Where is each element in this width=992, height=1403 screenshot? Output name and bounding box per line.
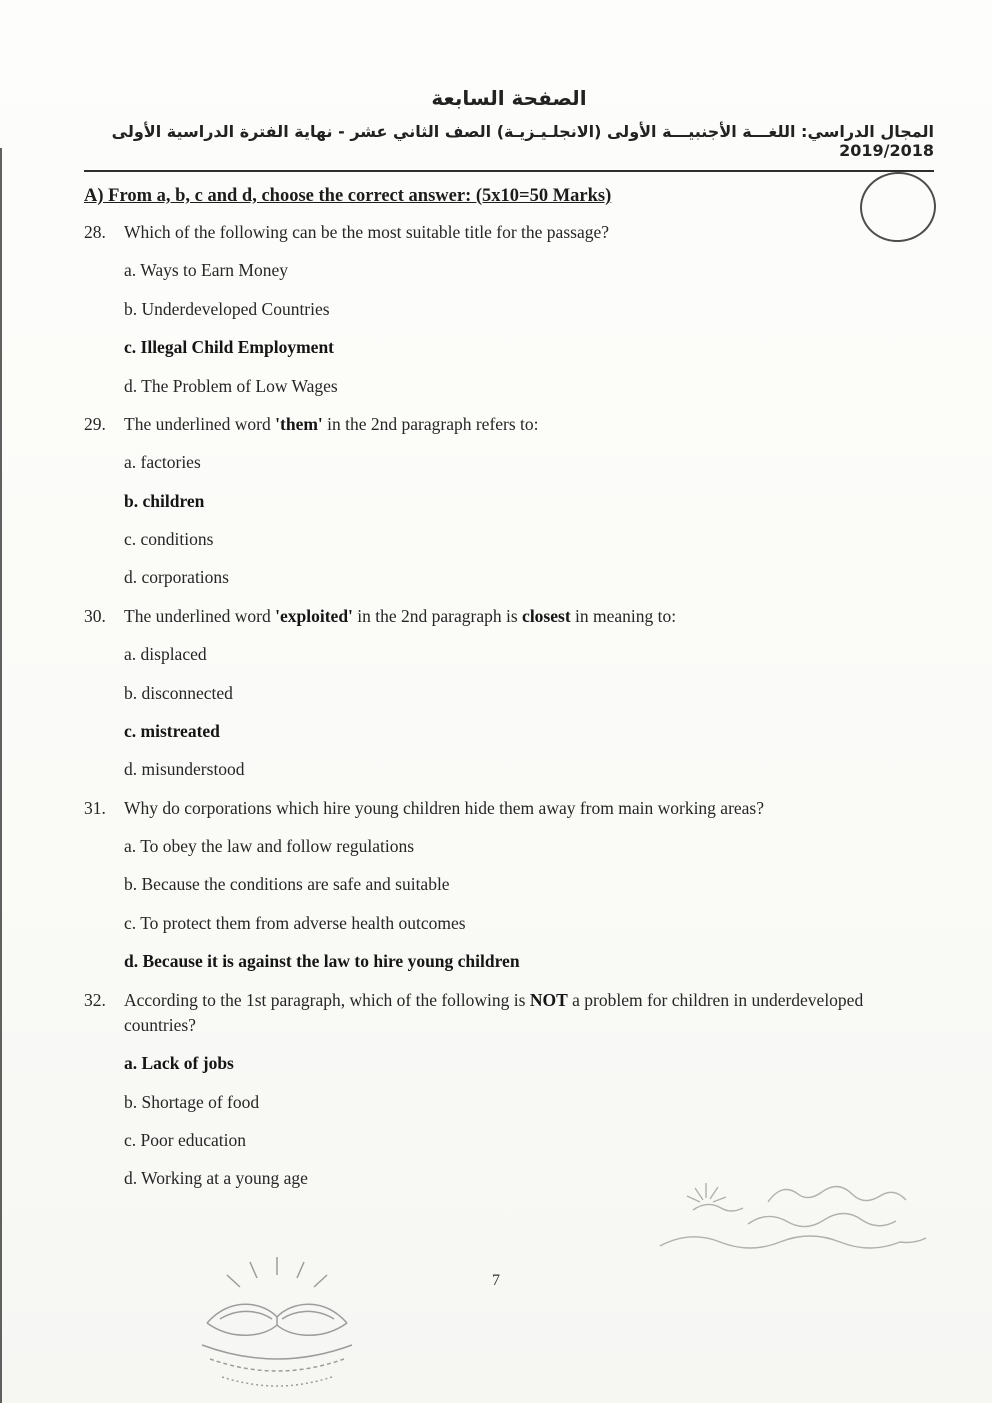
option-item: a. displaced <box>124 644 207 665</box>
option-item: d. corporations <box>124 567 229 588</box>
option-item: a. factories <box>124 452 201 473</box>
question-number: 29. <box>84 413 106 434</box>
option-item: a. To obey the law and follow regulations <box>124 836 415 856</box>
option-item: b. Shortage of food <box>124 1091 260 1112</box>
question-number: 32. <box>84 989 106 1010</box>
option-list <box>124 450 934 591</box>
option-list <box>124 258 934 399</box>
question-number: 28. <box>84 222 106 242</box>
option-item: a. Lack of jobs <box>124 1053 234 1074</box>
scan-edge-artifact <box>0 148 2 1403</box>
page-header <box>84 0 934 172</box>
option-item: a. Ways to Earn Money <box>124 260 288 281</box>
option-item: d. Working at a young age <box>124 1168 308 1189</box>
section-instruction: A) From a, b, c and d, choose the correct answer: (5x10=50 Marks) <box>84 186 612 206</box>
question-text: According to the 1st paragraph, which of the following is NOT a problem for children in underdeveloped countries? <box>124 989 864 1035</box>
question-text: Which of the following can be the most suitable title for the passage? <box>124 222 609 242</box>
option-list <box>124 1051 934 1192</box>
option-item: d. misunderstood <box>124 759 245 780</box>
question-text: The underlined word 'them' in the 2nd paragraph refers to: <box>124 413 539 434</box>
question-text: The underlined word 'exploited' in the 2nd paragraph is closest in meaning to: <box>124 605 677 626</box>
option-item: b. Because the conditions are safe and suitable <box>124 874 450 895</box>
signature-stamp <box>648 1172 938 1262</box>
page-number: 7 <box>492 1272 500 1289</box>
option-item: b. disconnected <box>124 682 233 703</box>
exam-info-arabic: المجال الدراسي: اللغـــة الأجنبيـــة الأولى (الانجلـيـزيـة) الصف الثاني عشر - نهاية الفترة الدراسية الأولى 2019/2018 <box>111 122 934 160</box>
option-item: c. Illegal Child Employment <box>124 337 335 358</box>
option-item: c. Poor education <box>124 1130 246 1150</box>
question-number: 31. <box>84 797 106 818</box>
question-text: Why do corporations which hire young children hide them away from main working areas? <box>124 797 765 818</box>
option-item: b. Underdeveloped Countries <box>124 298 330 319</box>
option-item: c. conditions <box>124 529 214 549</box>
question-item <box>84 604 934 783</box>
question-item <box>84 988 934 1192</box>
option-item: d. The Problem of Low Wages <box>124 375 338 396</box>
question-item <box>84 796 934 975</box>
option-item: d. Because it is against the law to hire young children <box>124 951 520 972</box>
question-item <box>84 412 934 591</box>
question-number: 30. <box>84 605 106 626</box>
option-item: c. mistreated <box>124 720 220 741</box>
option-item: c. To protect them from adverse health outcomes <box>124 912 466 933</box>
option-item: b. children <box>124 490 205 511</box>
option-list <box>124 642 934 783</box>
page-title-arabic: الصفحة السابعة <box>431 86 587 110</box>
option-list <box>124 834 934 975</box>
school-logo-stamp <box>182 1245 372 1400</box>
question-item <box>84 220 934 399</box>
question-list <box>84 220 934 1192</box>
